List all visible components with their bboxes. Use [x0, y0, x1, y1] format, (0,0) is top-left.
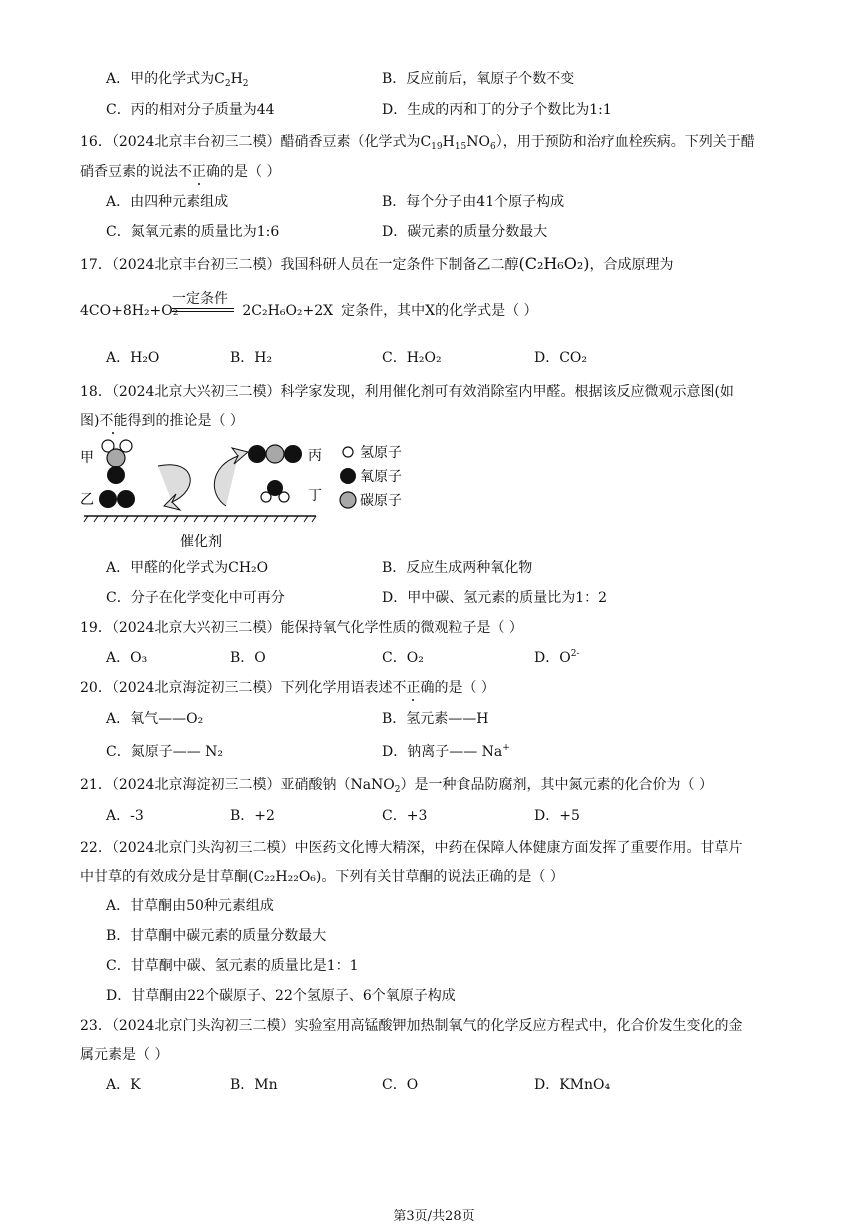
label-catalyst: 催化剂	[180, 534, 222, 550]
reaction-micro-diagram	[76, 436, 416, 552]
q23-option-c: C．O	[382, 1077, 419, 1093]
q16-option-d: D．碳元素的质量分数最大	[382, 224, 548, 240]
q21-option-a: A．-3	[106, 808, 144, 824]
curved-arrow-left-icon	[158, 465, 190, 510]
emphasis-dots: 不能	[99, 413, 128, 429]
legend-carbon: 碳原子	[360, 493, 402, 509]
q16-option-a: A．由四种元素组成	[106, 194, 229, 210]
q15-option-a: A．甲的化学式为$C_2H_2$	[106, 71, 249, 89]
molecule-bing	[248, 445, 302, 463]
q22-option-b: B．甘草酮中碳元素的质量分数最大	[106, 928, 327, 944]
q18-option-d: D．甲中碳、氢元素的质量比为1：2	[382, 590, 608, 606]
q20-option-d: D．钠离子—— Na+	[382, 743, 510, 760]
q16-stem-line2: 硝香豆素的说法不正确的是（ ）	[80, 164, 281, 180]
q21-option-c: C．+3	[382, 808, 428, 824]
q22-option-a: A．甘草酮由50种元素组成	[106, 898, 274, 914]
curved-arrow-right-icon	[214, 448, 248, 506]
q20-stem: 20．（2024北京海淀初三二模）下列化学用语表述不正确的是（ ）	[80, 680, 495, 696]
q23-option-b: B．Mn	[230, 1077, 278, 1093]
q18-option-a: A．甲醛的化学式为CH₂O	[106, 560, 269, 576]
q17-option-c: C．H₂O₂	[382, 350, 442, 366]
q16-option-b: B．每个分子由41个原子构成	[382, 194, 565, 210]
q23-option-d: D．KMnO₄	[534, 1077, 611, 1093]
q18-stem-line2: 图)不能得到的推论是（ ）	[80, 413, 244, 429]
q15-option-b: B．反应前后，氧原子个数不变	[382, 71, 575, 87]
q18-option-b: B．反应生成两种氧化物	[382, 560, 533, 576]
q23-option-a: A．K	[106, 1077, 141, 1093]
q15-option-c: C．丙的相对分子质量为44	[106, 102, 275, 118]
molecule-jia	[102, 440, 132, 484]
emphasis-dots: 不正确	[392, 680, 435, 696]
catalyst-hatching	[84, 516, 316, 522]
q18-option-c: C．分子在化学变化中可再分	[106, 590, 285, 606]
q17-option-d: D．CO₂	[534, 350, 588, 366]
legend-oxygen: 氧原子	[360, 469, 402, 485]
q20-option-a: A．氧气——O₂	[106, 711, 204, 727]
q19-option-c: C．O₂	[382, 650, 424, 666]
equation-bar-top	[172, 308, 234, 309]
q23-stem-line2: 属元素是（ ）	[80, 1047, 169, 1063]
q20-option-b: B．氢元素——H	[382, 711, 489, 727]
q17-option-a: A．H₂O	[106, 350, 160, 366]
q15-option-d: D．生成的丙和丁的分子个数比为1:1	[382, 102, 612, 118]
diagram-legend	[340, 445, 402, 509]
legend-hydrogen: 氢原子	[360, 445, 402, 461]
q20-option-c: C．氮原子—— N₂	[106, 744, 224, 760]
q22-stem-line2: 中甘草的有效成分是甘草酮(C₂₂H₂₂O₆)。下列有关甘草酮的说法正确的是（ ）	[80, 869, 564, 885]
q21-option-b: B．+2	[230, 808, 275, 824]
q19-option-b: B．O	[230, 650, 266, 666]
emphasis-dots: 不正确	[178, 164, 220, 180]
q16-stem-line1: 16．（2024北京丰台初三二模）醋硝香豆素（化学式为$C_{19}H_{15}NO_6$），用于预防和治疗血栓疾病。下列关于醋	[80, 134, 755, 152]
q23-stem-line1: 23．（2024北京门头沟初三二模）实验室用高锰酸钾加热制氧气的化学反应方程式中，化合价发生变化的金	[80, 1018, 743, 1034]
q22-stem-line1: 22．（2024北京门头沟初三二模）中医药文化博大精深，中药在保障人体健康方面发挥了重要作用。甘草片	[80, 840, 743, 856]
molecule-yi	[99, 490, 135, 508]
label-ding: 丁	[308, 488, 322, 504]
q21-option-d: D．+5	[534, 808, 580, 824]
q22-option-d: D．甘草酮由22个碳原子、22个氢原子、6个氧原子构成	[106, 988, 456, 1004]
molecule-ding	[261, 480, 289, 502]
page-number: 第3页/共28页	[393, 1209, 475, 1224]
label-yi: 乙	[80, 492, 94, 508]
equation-bar-bottom	[172, 311, 234, 312]
q17-equation: 4CO+8H₂+O₂ 2C₂H₆O₂+2X 定条件，其中X的化学式是（ ）	[80, 303, 538, 319]
q22-option-c: C．甘草酮中碳、氢元素的质量比是1：1	[106, 958, 359, 974]
q19-stem: 19．（2024北京大兴初三二模）能保持氧气化学性质的微观粒子是（ ）	[80, 620, 523, 636]
q19-option-d: D．$O^{2-}$	[534, 649, 580, 666]
q17-stem-line1: 17．（2024北京丰台初三二模）我国科研人员在一定条件下制备乙二醇(C₂H₆O₂)，合成原理为	[80, 254, 674, 273]
q19-option-a: A．O₃	[106, 650, 148, 666]
q17-condition: 一定条件	[172, 291, 228, 307]
label-bing: 丙	[308, 448, 322, 464]
q21-stem: 21．（2024北京海淀初三二模）亚硝酸钠（NaNO$_2$）是一种食品防腐剂，其中氮元素的化合价为（ ）	[80, 777, 713, 795]
q18-stem-line1: 18．（2024北京大兴初三二模）科学家发现，利用催化剂可有效消除室内甲醛。根据该反应微观示意图(如	[80, 384, 734, 400]
q17-option-b: B．H₂	[230, 350, 273, 366]
q16-option-c: C．氮氧元素的质量比为1:6	[106, 224, 280, 240]
label-jia: 甲	[80, 450, 94, 466]
